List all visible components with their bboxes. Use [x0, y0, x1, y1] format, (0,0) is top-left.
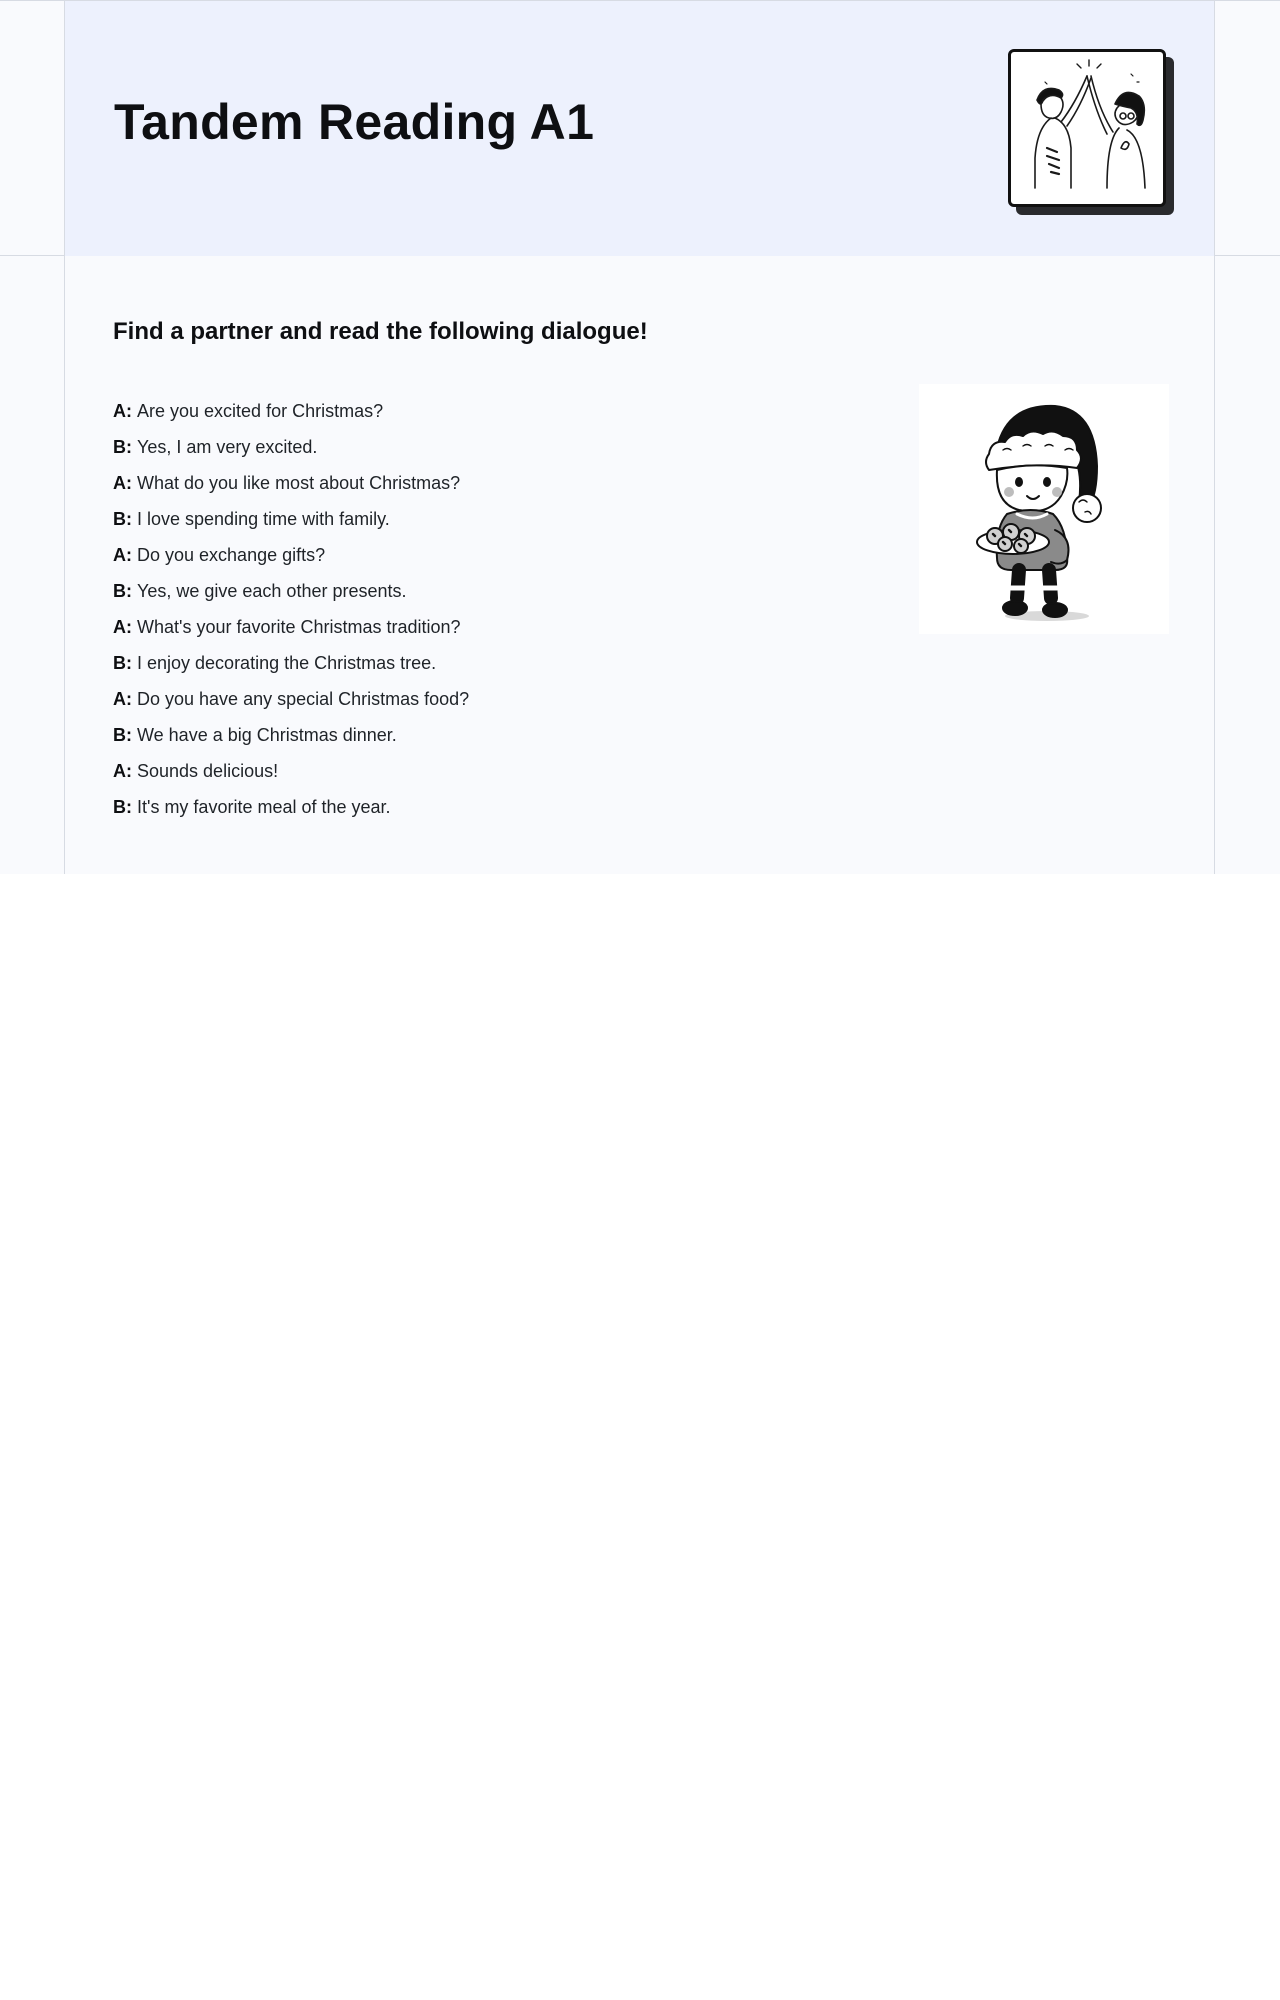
page-title: Tandem Reading A1 [114, 94, 595, 150]
dialogue-text: I love spending time with family. [137, 509, 390, 529]
speaker-label: A: [113, 689, 132, 709]
dialogue-line [113, 393, 469, 429]
dialogue-line [113, 429, 469, 465]
dialogue-text: I enjoy decorating the Christmas tree. [137, 653, 437, 673]
speaker-label: B: [113, 581, 132, 601]
speaker-label: B: [113, 509, 132, 529]
dialogue-text: Do you have any special Christmas food? [137, 689, 470, 709]
high-five-illustration-icon [1008, 49, 1166, 207]
dialogue-line [113, 609, 469, 645]
dialogue-line [113, 789, 469, 825]
dialogue-text: What's your favorite Christmas tradition? [137, 617, 461, 637]
dialogue-text: Do you exchange gifts? [137, 545, 326, 565]
dialogue-text: What do you like most about Christmas? [137, 473, 461, 493]
speaker-label: A: [113, 617, 132, 637]
dialogue-text: It's my favorite meal of the year. [137, 797, 391, 817]
content-band [0, 256, 1280, 874]
speaker-label: B: [113, 437, 132, 457]
christmas-child-cookies-illustration-icon [919, 384, 1169, 634]
dialogue-text: Yes, we give each other presents. [137, 581, 407, 601]
content-container [64, 256, 1215, 874]
header-illustration [1008, 49, 1166, 207]
dialogue-line [113, 681, 469, 717]
dialogue-text: Yes, I am very excited. [137, 437, 318, 457]
dialogue-line [113, 753, 469, 789]
dialogue-line [113, 501, 469, 537]
header-container [64, 1, 1215, 257]
christmas-child-drawing [919, 384, 1169, 634]
instruction-heading: Find a partner and read the following dialogue! [113, 318, 648, 345]
speaker-label: A: [113, 545, 132, 565]
dialogue-text: Are you excited for Christmas? [137, 401, 384, 421]
dialogue-line [113, 717, 469, 753]
speaker-label: A: [113, 473, 132, 493]
speaker-label: A: [113, 761, 132, 781]
dialogue-line [113, 465, 469, 501]
dialogue-text: We have a big Christmas dinner. [137, 725, 397, 745]
speaker-label: B: [113, 725, 132, 745]
speaker-label: B: [113, 797, 132, 817]
dialogue-line [113, 573, 469, 609]
speaker-label: B: [113, 653, 132, 673]
dialogue-line [113, 645, 469, 681]
speaker-label: A: [113, 401, 132, 421]
high-five-drawing [1011, 52, 1163, 204]
header-band [0, 0, 1280, 256]
dialogue-list [113, 393, 469, 825]
dialogue-text: Sounds delicious! [137, 761, 279, 781]
dialogue-line [113, 537, 469, 573]
